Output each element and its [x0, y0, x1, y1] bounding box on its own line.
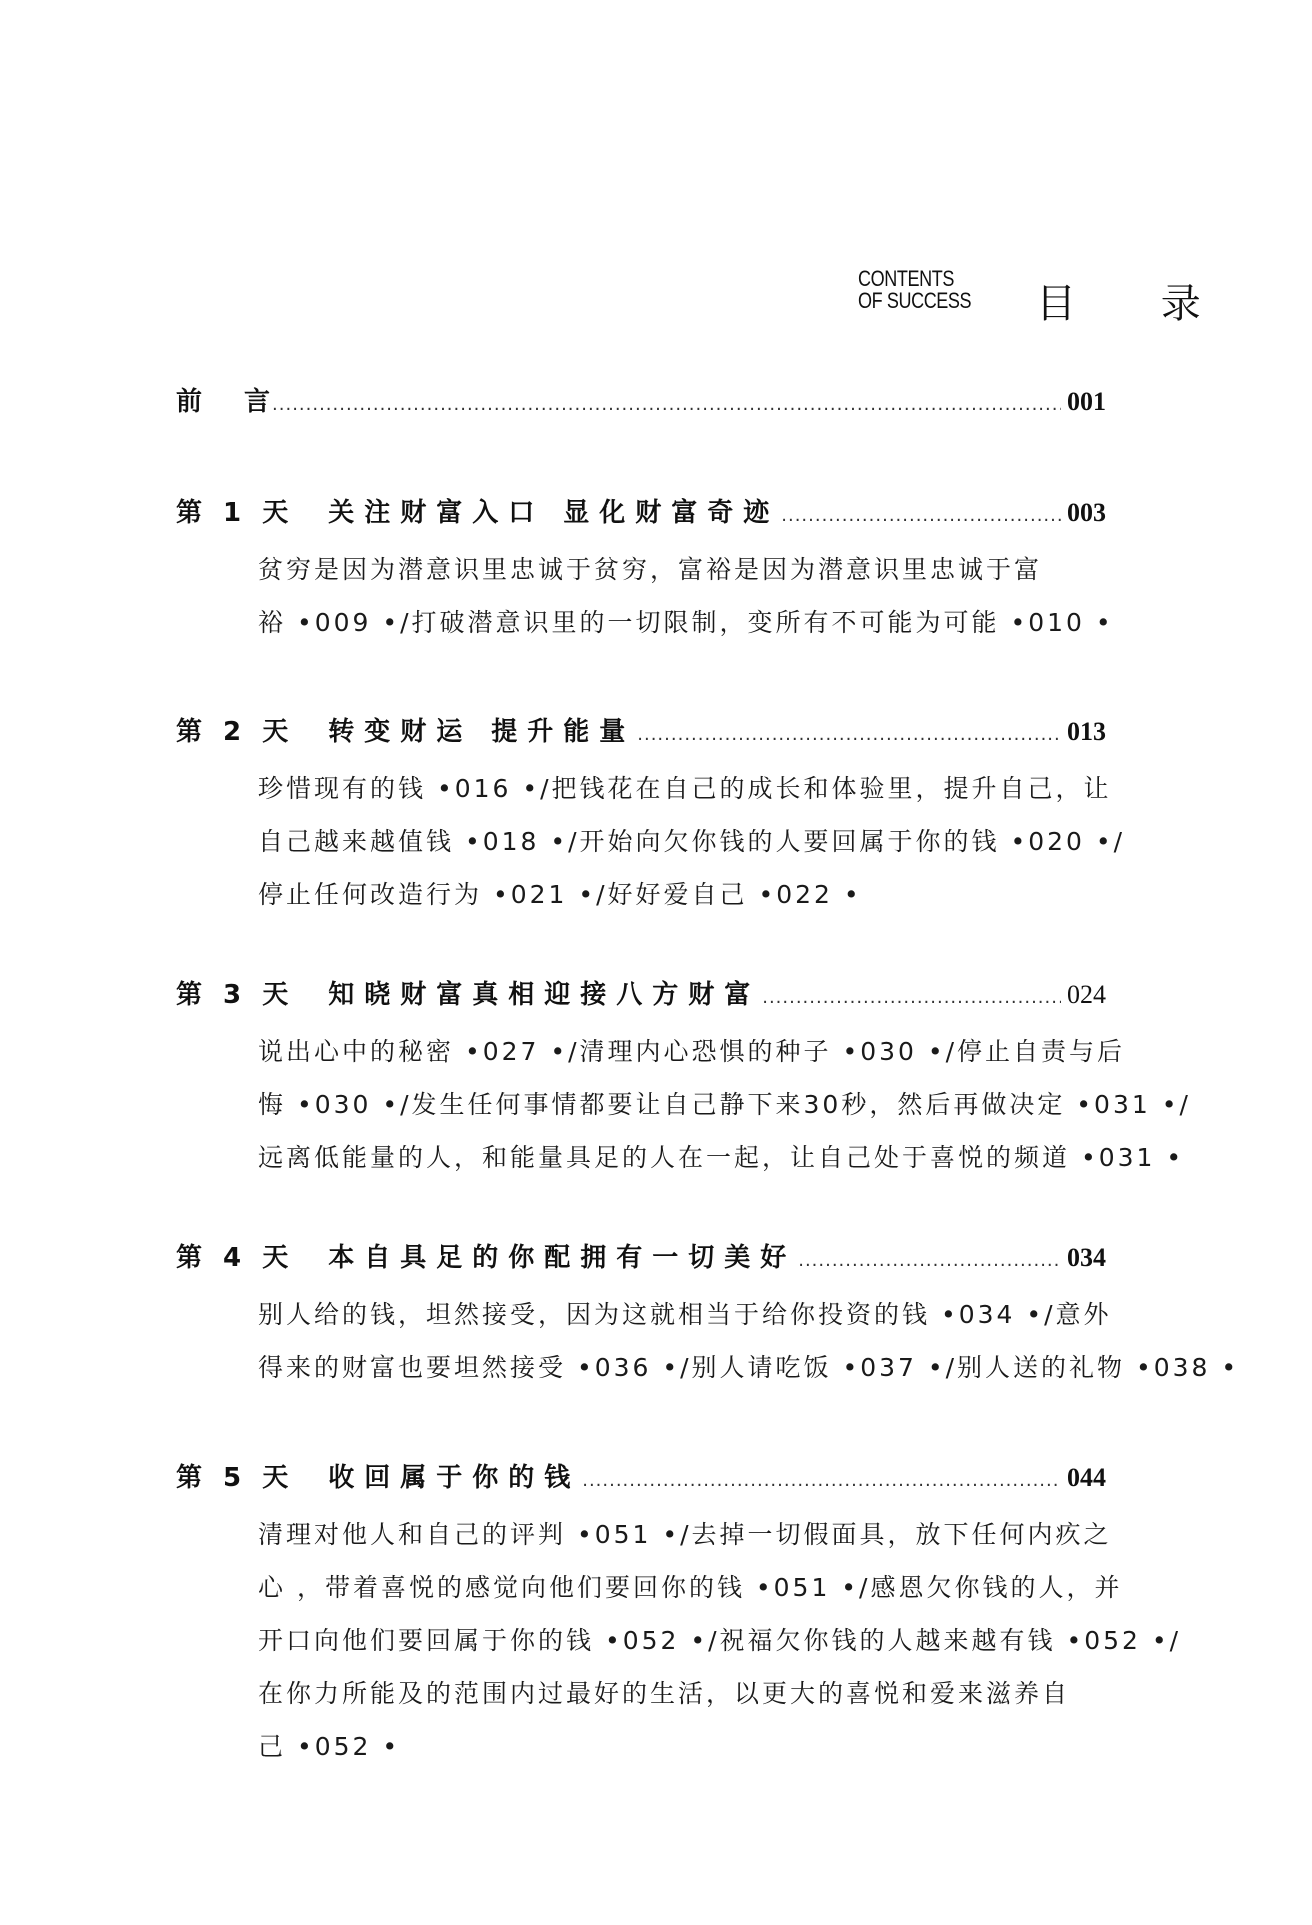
sub-entries: [258, 1025, 1191, 1184]
page-number: 001: [1067, 387, 1106, 416]
sub-entry-line: 开口向他们要回属于你的钱 •052 •/祝福欠你钱的人越来越有钱 •052 •/: [258, 1626, 1182, 1655]
preface-label-a: 前: [176, 387, 203, 417]
toc-heading-line[interactable]: [176, 975, 1106, 1015]
sub-entries: [258, 762, 1126, 921]
contents-english-title: [858, 268, 973, 312]
preface-label-b: 言: [244, 387, 271, 417]
sub-entry-line: 自己越来越值钱 •018 •/开始向欠你钱的人要回属于你的钱 •020 •/: [258, 827, 1126, 856]
chapter-title: 转变财运 提升能量: [328, 717, 636, 747]
toc-entry-day-5[interactable]: [176, 1458, 1182, 1773]
sub-entry-line: 己 •052 •: [258, 1732, 401, 1761]
toc-entry-day-3[interactable]: [176, 975, 1191, 1184]
sub-entry-line: 停止任何改造行为 •021 •/好好爱自己 •022 •: [258, 880, 862, 909]
sub-entries: [258, 543, 1114, 649]
toc-heading-line[interactable]: [176, 1238, 1106, 1278]
sub-entry-line: 裕 •009 •/打破潜意识里的一切限制，变所有不可能为可能 •010 •: [258, 608, 1114, 637]
leader-dots: [272, 385, 1061, 425]
day-label: 第 2 天: [176, 717, 295, 747]
sub-entry-line: 别人给的钱，坦然接受，因为这就相当于给你投资的钱 •034 •/意外: [258, 1300, 1112, 1329]
chapter-title: 收回属于你的钱: [328, 1463, 581, 1493]
contents-en-line-2: OF SUCCESS: [858, 288, 972, 313]
toc-entry-preface[interactable]: [176, 382, 1106, 422]
sub-entry-line: 在你力所能及的范围内过最好的生活，以更大的喜悦和爱来滋养自: [258, 1679, 1071, 1708]
leader-dots: [781, 496, 1061, 536]
toc-heading-line[interactable]: [176, 712, 1106, 752]
sub-entry-line: 清理对他人和自己的评判 •051 •/去掉一切假面具，放下任何内疚之: [258, 1520, 1112, 1549]
leader-dots: [637, 715, 1061, 755]
contents-header: [858, 266, 1237, 328]
day-label: 第 5 天: [176, 1463, 295, 1493]
day-label: 第 4 天: [176, 1243, 295, 1273]
sub-entry-line: 得来的财富也要坦然接受 •036 •/别人请吃饭 •037 •/别人送的礼物 •038 •: [258, 1353, 1240, 1382]
sub-entry-line: 珍惜现有的钱 •016 •/把钱花在自己的成长和体验里，提升自己，让: [258, 774, 1112, 803]
toc-heading-line[interactable]: [176, 1458, 1106, 1498]
page-number: 044: [1067, 1463, 1106, 1492]
sub-entry-line: 悔 •030 •/发生任何事情都要让自己静下来30秒，然后再做决定 •031 •/: [258, 1090, 1191, 1119]
toc-entry-day-1[interactable]: [176, 493, 1114, 649]
leader-dots: [582, 1461, 1061, 1501]
chapter-title: 本自具足的你配拥有一切美好: [328, 1243, 797, 1273]
sub-entries: [258, 1288, 1240, 1394]
toc-heading-line[interactable]: [176, 382, 1106, 422]
leader-dots: [798, 1241, 1061, 1281]
page-number: 034: [1067, 1243, 1106, 1272]
toc-entry-day-4[interactable]: [176, 1238, 1240, 1394]
page-number: 013: [1067, 717, 1106, 746]
sub-entry-line: 说出心中的秘密 •027 •/清理内心恐惧的种子 •030 •/停止自责与后: [258, 1037, 1126, 1066]
sub-entry-line: 贫穷是因为潜意识里忠诚于贫穷，富裕是因为潜意识里忠诚于富: [258, 555, 1043, 584]
chapter-title: 知晓财富真相迎接八方财富: [328, 980, 761, 1010]
page-number: 003: [1067, 498, 1106, 527]
contents-en-line-1: CONTENTS: [858, 266, 954, 291]
day-label: 第 3 天: [176, 980, 295, 1010]
toc-heading-line[interactable]: [176, 493, 1106, 533]
toc-entry-day-2[interactable]: [176, 712, 1126, 921]
day-label: 第 1 天: [176, 498, 295, 528]
sub-entry-line: 远离低能量的人，和能量具足的人在一起，让自己处于喜悦的频道 •031 •: [258, 1143, 1185, 1172]
sub-entry-line: 心 ，带着喜悦的感觉向他们要回你的钱 •051 •/感恩欠你钱的人，并: [258, 1573, 1123, 1602]
page-number: 024: [1067, 980, 1106, 1009]
sub-entries: [258, 1508, 1182, 1773]
chapter-title: 关注财富入口 显化财富奇迹: [328, 498, 780, 528]
contents-chinese-title: 目 录: [1036, 281, 1237, 327]
leader-dots: [762, 978, 1061, 1018]
